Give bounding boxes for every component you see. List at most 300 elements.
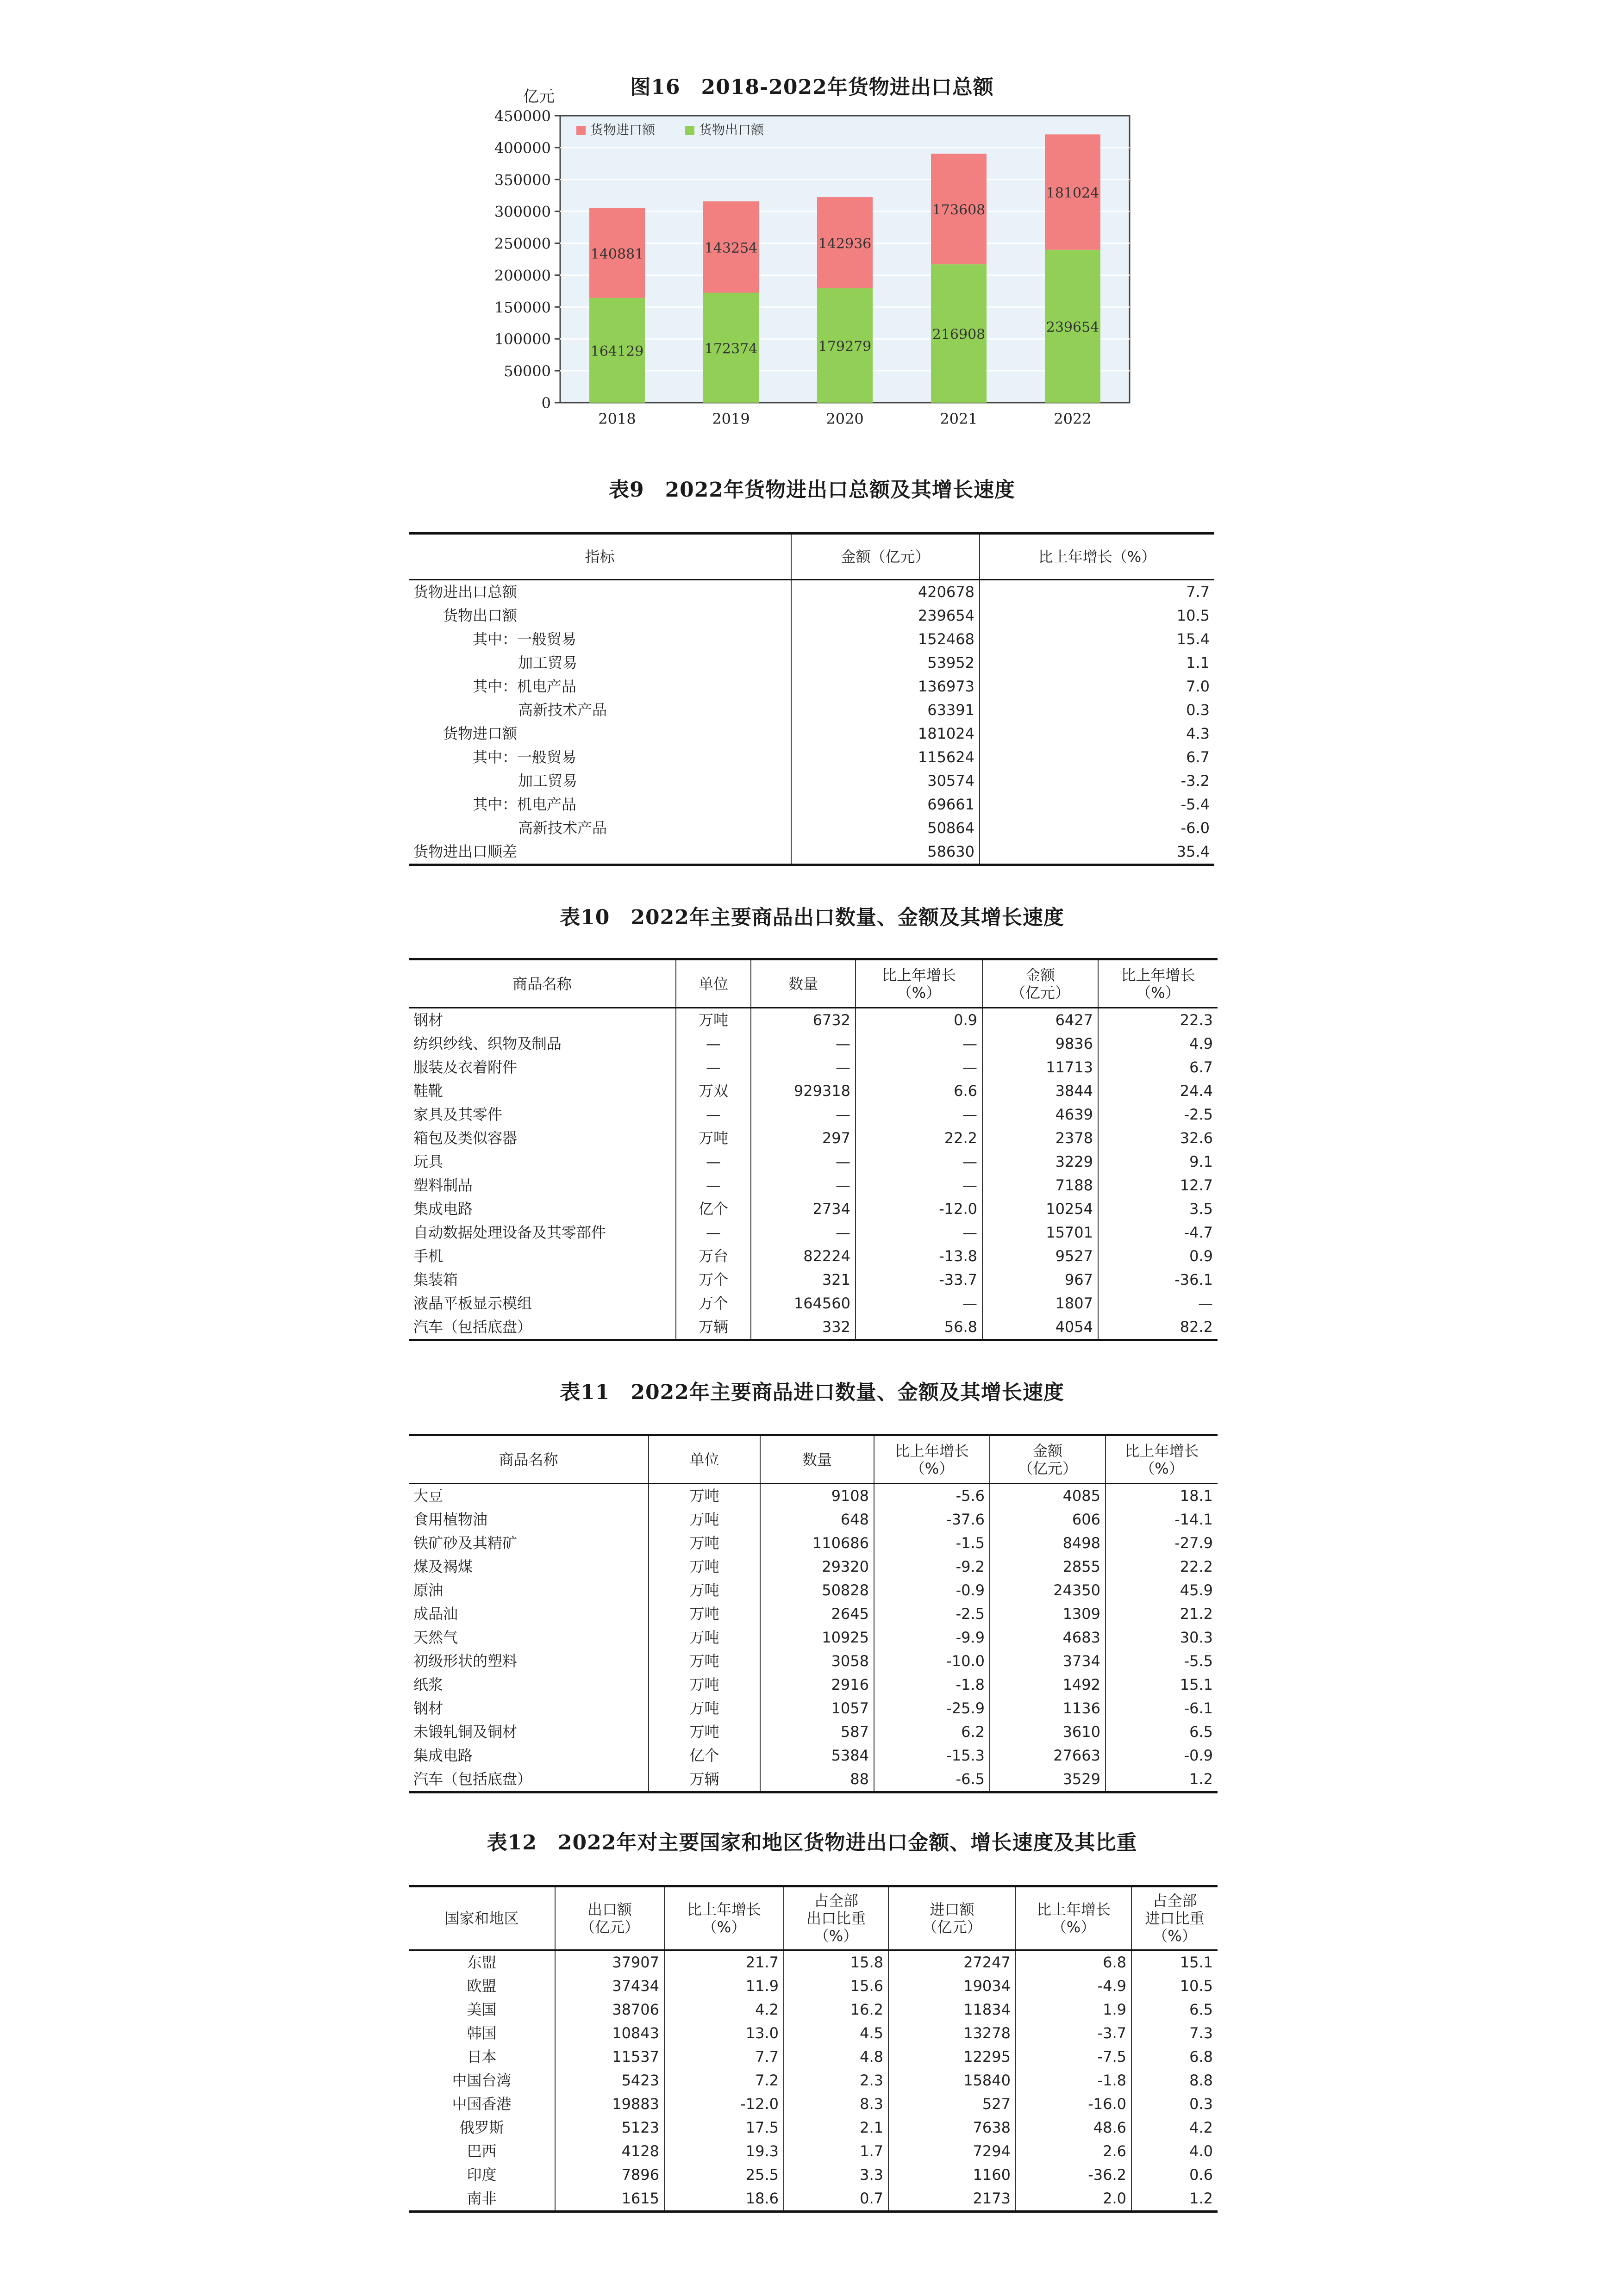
table-cell: 0.3 [1131,2092,1218,2116]
table-cell: 初级形状的塑料 [413,1652,518,1670]
table-cell: 63391 [791,698,980,722]
table-row [409,1531,1218,1555]
table-cell: 韩国 [467,2024,497,2042]
table-cell: — [856,1032,982,1056]
table-cell: 56.8 [856,1315,982,1340]
export-data-label: 216908 [932,326,986,343]
table-cell: — [676,1150,751,1174]
table-cell: 32.6 [1098,1126,1218,1150]
table-cell: 大豆 [413,1487,443,1505]
import-data-label: 181024 [1046,185,1099,202]
column-header: 单位 [649,1435,760,1484]
table-row [409,1508,1218,1531]
table-cell: 7.0 [980,675,1214,698]
table9 [409,532,1214,866]
table-cell: 50828 [760,1579,874,1602]
table9-title: 表9 2022年货物进出口总额及其增长速度 [608,478,1016,502]
table-cell: -12.0 [664,2092,784,2116]
table-cell: 11537 [555,2045,664,2069]
table-cell: 自动数据处理设备及其零部件 [413,1224,606,1241]
column-header: 单位 [676,959,751,1008]
table-cell: 58630 [791,840,980,865]
table-cell: 箱包及类似容器 [413,1129,518,1147]
table-cell: 万吨 [676,1126,751,1150]
table-cell: 4.0 [1131,2140,1218,2163]
table-row [409,651,1214,675]
table-cell: 16.2 [784,1998,888,2022]
table-cell: 鞋靴 [413,1082,443,1100]
table-row [409,698,1214,722]
import-data-label: 173608 [932,202,986,218]
table-row [409,675,1214,698]
table-cell: — [1098,1292,1218,1315]
table-cell: 万吨 [649,1673,760,1697]
table-cell: 货物进出口顺差 [413,843,518,860]
table-cell: 钢材 [413,1011,443,1029]
table-row [409,1008,1218,1033]
table-cell: 1057 [760,1697,874,1720]
column-header: 商品名称 [499,1450,558,1468]
table-cell: 0.9 [856,1008,982,1033]
table-cell: 110686 [760,1531,874,1555]
table-cell: 汽车（包括底盘） [413,1318,532,1336]
import-data-label: 142936 [818,236,872,252]
table-cell: 1.9 [1016,1998,1131,2022]
table10-title: 表10 2022年主要商品出口数量、金额及其增长速度 [560,906,1064,929]
table-row [409,1998,1218,2022]
table-cell: 11834 [888,1998,1016,2022]
column-header: 比上年增长 （%） [1106,1435,1218,1484]
table-cell: 82.2 [1098,1315,1218,1340]
table-cell: 7.7 [664,2045,784,2069]
table-cell: 万辆 [649,1767,760,1792]
table-row [409,1197,1218,1221]
table-cell: 7188 [982,1174,1098,1197]
table-cell: -14.1 [1106,1508,1218,1531]
table-cell: 6.5 [1106,1720,1218,1744]
table-cell: 2.1 [784,2116,888,2140]
table-cell: -5.4 [980,793,1214,816]
table-cell: 其中：机电产品 [473,678,577,695]
table-cell: 0.9 [1098,1244,1218,1268]
table-cell: 6.8 [1131,2045,1218,2069]
column-header: 数量 [760,1435,874,1484]
column-header: 出口额 （亿元） [555,1886,664,1950]
table-cell: -25.9 [874,1697,990,1720]
table-cell: 27663 [990,1744,1106,1767]
table-cell: 万吨 [649,1508,760,1531]
legend-swatch-export [685,126,694,135]
table-row [409,1315,1218,1340]
column-header: 占全部 进口比重 （%） [1131,1886,1218,1950]
table-cell: -9.2 [874,1555,990,1579]
table-cell: 2173 [888,2187,1016,2212]
table-row [409,1744,1218,1767]
table-cell: 4128 [555,2140,664,2163]
table-cell: — [751,1056,856,1079]
table-cell: 万吨 [649,1626,760,1649]
table-cell: 3844 [982,1079,1098,1103]
y-tick-label: 0 [541,394,551,412]
table-cell: 万吨 [649,1555,760,1579]
y-tick-label: 250000 [494,235,551,253]
column-header: 占全部 出口比重 （%） [784,1886,888,1950]
table-row [409,1244,1218,1268]
table-cell: 648 [760,1508,874,1531]
table-cell: 2.3 [784,2069,888,2092]
table-cell: 10925 [760,1626,874,1649]
table-cell: — [856,1292,982,1315]
table-cell: 3229 [982,1150,1098,1174]
table-cell: 15.8 [784,1950,888,1975]
table-cell: 其中：机电产品 [473,796,577,813]
table-cell: 15.4 [980,628,1214,651]
table-cell: 321 [751,1268,856,1292]
table-cell: 164560 [751,1292,856,1315]
table-cell: 家具及其零件 [413,1106,503,1123]
table-cell: 东盟 [467,1954,497,1971]
table-cell: — [676,1103,751,1126]
table-cell: 4.2 [1131,2116,1218,2140]
table-cell: -4.9 [1016,1974,1131,1998]
table-cell: 527 [888,2092,1016,2116]
table-cell: 35.4 [980,840,1214,865]
table-row [409,1032,1218,1056]
table-cell: 17.5 [664,2116,784,2140]
table-cell: -5.5 [1106,1649,1218,1673]
table-row [409,1268,1218,1292]
table-cell: 11713 [982,1056,1098,1079]
legend-label-export: 货物出口额 [699,122,764,137]
table-cell: -6.0 [980,816,1214,840]
table-cell: 8.3 [784,2092,888,2116]
table-cell: 2645 [760,1602,874,1626]
table-cell: 7294 [888,2140,1016,2163]
table-cell: 集成电路 [413,1200,473,1218]
table-cell: 原油 [413,1581,443,1599]
table-cell: -4.7 [1098,1221,1218,1244]
table-cell: 欧盟 [467,1977,497,1995]
table-cell: 1309 [990,1602,1106,1626]
chart-title: 图16 2018-2022年货物进出口总额 [630,75,994,99]
table-cell: 1.2 [1131,2187,1218,2212]
table-cell: 万吨 [649,1579,760,1602]
table-row [409,2045,1218,2069]
table-cell: 纺织纱线、织物及制品 [413,1035,562,1052]
table-cell: 集装箱 [413,1271,458,1288]
table-cell: 食用植物油 [413,1511,488,1528]
table-cell: 27247 [888,1950,1016,1975]
table-cell: 4.5 [784,2022,888,2045]
table-cell: 万吨 [649,1484,760,1508]
column-header: 比上年增长 （%） [874,1435,990,1484]
column-header: 比上年增长（%） [980,534,1214,580]
table-cell: 6.8 [1016,1950,1131,1975]
table-cell: 15.6 [784,1974,888,1998]
y-tick-label: 100000 [494,330,551,348]
table-cell: 1136 [990,1697,1106,1720]
table-cell: 2916 [760,1673,874,1697]
table-row [409,628,1214,651]
table11 [409,1434,1218,1793]
table-cell: 0.6 [1131,2163,1218,2187]
table-cell: 332 [751,1315,856,1340]
table-cell: 9.1 [1098,1150,1218,1174]
table-cell: 中国台湾 [452,2072,512,2089]
table-cell: 汽车（包括底盘） [413,1770,532,1788]
table-cell: -2.5 [1098,1103,1218,1126]
table-cell: -1.8 [1016,2069,1131,2092]
table-cell: 铁矿砂及其精矿 [413,1534,518,1552]
x-tick-label: 2022 [1054,410,1092,428]
y-axis-unit: 亿元 [523,87,555,106]
table-cell: 亿个 [649,1744,760,1767]
table-cell: 8.8 [1131,2069,1218,2092]
table-cell: 加工贸易 [518,772,578,790]
table-cell: 53952 [791,651,980,675]
table-cell: — [676,1032,751,1056]
table-cell: 15701 [982,1221,1098,1244]
table-cell: 0.3 [980,698,1214,722]
table-cell: -15.3 [874,1744,990,1767]
table-cell: -27.9 [1106,1531,1218,1555]
table-cell: — [676,1174,751,1197]
table-cell: 3.5 [1098,1197,1218,1221]
table-row [409,1174,1218,1197]
table-cell: 万台 [676,1244,751,1268]
table-cell: 手机 [413,1247,443,1265]
table-cell: 967 [982,1268,1098,1292]
table-cell: 10254 [982,1197,1098,1221]
table-cell: 38706 [555,1998,664,2022]
table-cell: 239654 [791,604,980,628]
table-cell: -5.6 [874,1484,990,1508]
table-cell: 4639 [982,1103,1098,1126]
table-cell: 24.4 [1098,1079,1218,1103]
table-cell: -6.5 [874,1767,990,1792]
table-cell: 9108 [760,1484,874,1508]
table-cell: 88 [760,1767,874,1792]
table-row [409,1602,1218,1626]
table-cell: 印度 [467,2166,497,2184]
table-cell: 13.0 [664,2022,784,2045]
table-cell: 南非 [467,2190,497,2207]
table-row [409,769,1214,793]
table-cell: -1.8 [874,1673,990,1697]
table-cell: -10.0 [874,1649,990,1673]
table-row [409,1673,1218,1697]
table-cell: 13278 [888,2022,1016,2045]
table-cell: -16.0 [1016,2092,1131,2116]
table-cell: 297 [751,1126,856,1150]
table-cell: 5423 [555,2069,664,2092]
table-row [409,2163,1218,2187]
table-row [409,1767,1218,1792]
table-cell: 22.3 [1098,1008,1218,1033]
table-cell: 152468 [791,628,980,651]
table-cell: 7896 [555,2163,664,2187]
column-header: 比上年增长 （%） [1016,1886,1131,1950]
column-header: 金额（亿元） [791,534,980,580]
table-row [409,1221,1218,1244]
table-cell: 万吨 [649,1697,760,1720]
table-cell: 1807 [982,1292,1098,1315]
table-row [409,2069,1218,2092]
table-cell: 亿个 [676,1197,751,1221]
table-cell: 6732 [751,1008,856,1033]
table-cell: 115624 [791,746,980,769]
export-data-label: 239654 [1046,319,1099,336]
table-cell: 6.2 [874,1720,990,1744]
table-cell: 50864 [791,816,980,840]
table-cell: 服装及衣着附件 [413,1058,518,1076]
table-cell: 2734 [751,1197,856,1221]
table-cell: 4.2 [664,1998,784,2022]
table-cell: 37434 [555,1974,664,1998]
table-row [409,604,1214,628]
table-cell: 巴西 [467,2142,497,2160]
table-row [409,1056,1218,1079]
table-cell: — [856,1103,982,1126]
table-cell: -37.6 [874,1508,990,1531]
table-cell: 22.2 [856,1126,982,1150]
table-cell: 37907 [555,1950,664,1975]
table-row [409,1697,1218,1720]
table-cell: 1.7 [784,2140,888,2163]
table-cell: 货物进口额 [443,725,518,742]
table-cell: 货物进出口总额 [413,583,518,601]
table-cell: 15.1 [1131,1950,1218,1975]
table-cell: — [751,1150,856,1174]
table-cell: 天然气 [413,1629,458,1646]
y-tick-label: 200000 [494,267,551,285]
table-cell: 4.8 [784,2045,888,2069]
table-cell: — [856,1221,982,1244]
table-cell: — [751,1032,856,1056]
table-cell: 俄罗斯 [459,2119,504,2136]
table-cell: 82224 [751,1244,856,1268]
legend-label-import: 货物进口额 [590,122,656,137]
table-row [409,722,1214,746]
table-cell: 6.7 [980,746,1214,769]
table-cell: 6.6 [856,1079,982,1103]
table-cell: -3.7 [1016,2022,1131,2045]
table-cell: 万个 [676,1268,751,1292]
table-row [409,580,1214,604]
table-cell: 19034 [888,1974,1016,1998]
table-cell: 万吨 [649,1649,760,1673]
table-cell: 24350 [990,1579,1106,1602]
table-row [409,2140,1218,2163]
table-cell: 10843 [555,2022,664,2045]
stacked-bar-chart [494,65,1153,435]
table-cell: -0.9 [874,1579,990,1602]
table-cell: 成品油 [413,1605,458,1623]
table-cell: 7638 [888,2116,1016,2140]
table-cell: 11.9 [664,1974,784,1998]
table-cell: — [751,1174,856,1197]
table-cell: 181024 [791,722,980,746]
table-cell: 万吨 [676,1008,751,1033]
table-cell: 万辆 [676,1315,751,1340]
table-cell: 19.3 [664,2140,784,2163]
table-row [409,1150,1218,1174]
table-cell: 钢材 [413,1699,443,1717]
table-cell: 69661 [791,793,980,816]
table-cell: -36.2 [1016,2163,1131,2187]
column-header: 数量 [751,959,856,1008]
y-tick-label: 50000 [504,362,551,380]
table-cell: 中国香港 [452,2095,512,2113]
table10 [409,958,1218,1341]
export-data-label: 164129 [590,343,644,360]
table-row [409,746,1214,769]
table-cell: 45.9 [1106,1579,1218,1602]
column-header: 比上年增长 （%） [856,959,982,1008]
table-cell: 其中：一般贸易 [473,748,577,766]
table-cell: 18.6 [664,2187,784,2212]
table-cell: 6.7 [1098,1056,1218,1079]
table-cell: 15.1 [1106,1673,1218,1697]
table-cell: 万吨 [649,1531,760,1555]
table-cell: 1.1 [980,651,1214,675]
table-cell: 1.2 [1106,1767,1218,1792]
import-data-label: 140881 [590,246,644,262]
x-tick-label: 2018 [598,410,636,428]
table-row [409,1649,1218,1673]
table-cell: 6427 [982,1008,1098,1033]
table-cell: 4683 [990,1626,1106,1649]
table-cell: 1160 [888,2163,1016,2187]
table-cell: — [856,1150,982,1174]
table-cell: 929318 [751,1079,856,1103]
table-row [409,793,1214,816]
column-header: 比上年增长 （%） [1098,959,1218,1008]
table-cell: — [676,1221,751,1244]
table-cell: 高新技术产品 [518,701,607,719]
export-data-label: 179279 [818,338,872,355]
table-cell: 塑料制品 [413,1176,473,1194]
table-cell: 万吨 [649,1720,760,1744]
table-cell: 煤及褐煤 [413,1558,473,1575]
table-cell: 10.5 [980,604,1214,628]
column-header: 商品名称 [512,975,572,993]
table-row [409,2116,1218,2140]
table-cell: 其中：一般贸易 [473,630,577,648]
table-row [409,1103,1218,1126]
table-cell: 12295 [888,2045,1016,2069]
table-cell: 集成电路 [413,1747,473,1764]
table-cell: 液晶平板显示模组 [413,1294,532,1312]
table-cell: 1615 [555,2187,664,2212]
table-cell: 日本 [467,2048,497,2066]
table-cell: 6.5 [1131,1998,1218,2022]
table-cell: 0.7 [784,2187,888,2212]
table-cell: 3529 [990,1767,1106,1792]
table-cell: 19883 [555,2092,664,2116]
table-row [409,2092,1218,2116]
table-cell: -1.5 [874,1531,990,1555]
table-cell: 5123 [555,2116,664,2140]
table-cell: -36.1 [1098,1268,1218,1292]
table-cell: 587 [760,1720,874,1744]
table-cell: 9836 [982,1032,1098,1056]
y-tick-label: 300000 [494,203,551,221]
table-row [409,816,1214,840]
table-cell: -7.5 [1016,2045,1131,2069]
table-cell: 1492 [990,1673,1106,1697]
column-header: 金额 （亿元） [990,1435,1106,1484]
